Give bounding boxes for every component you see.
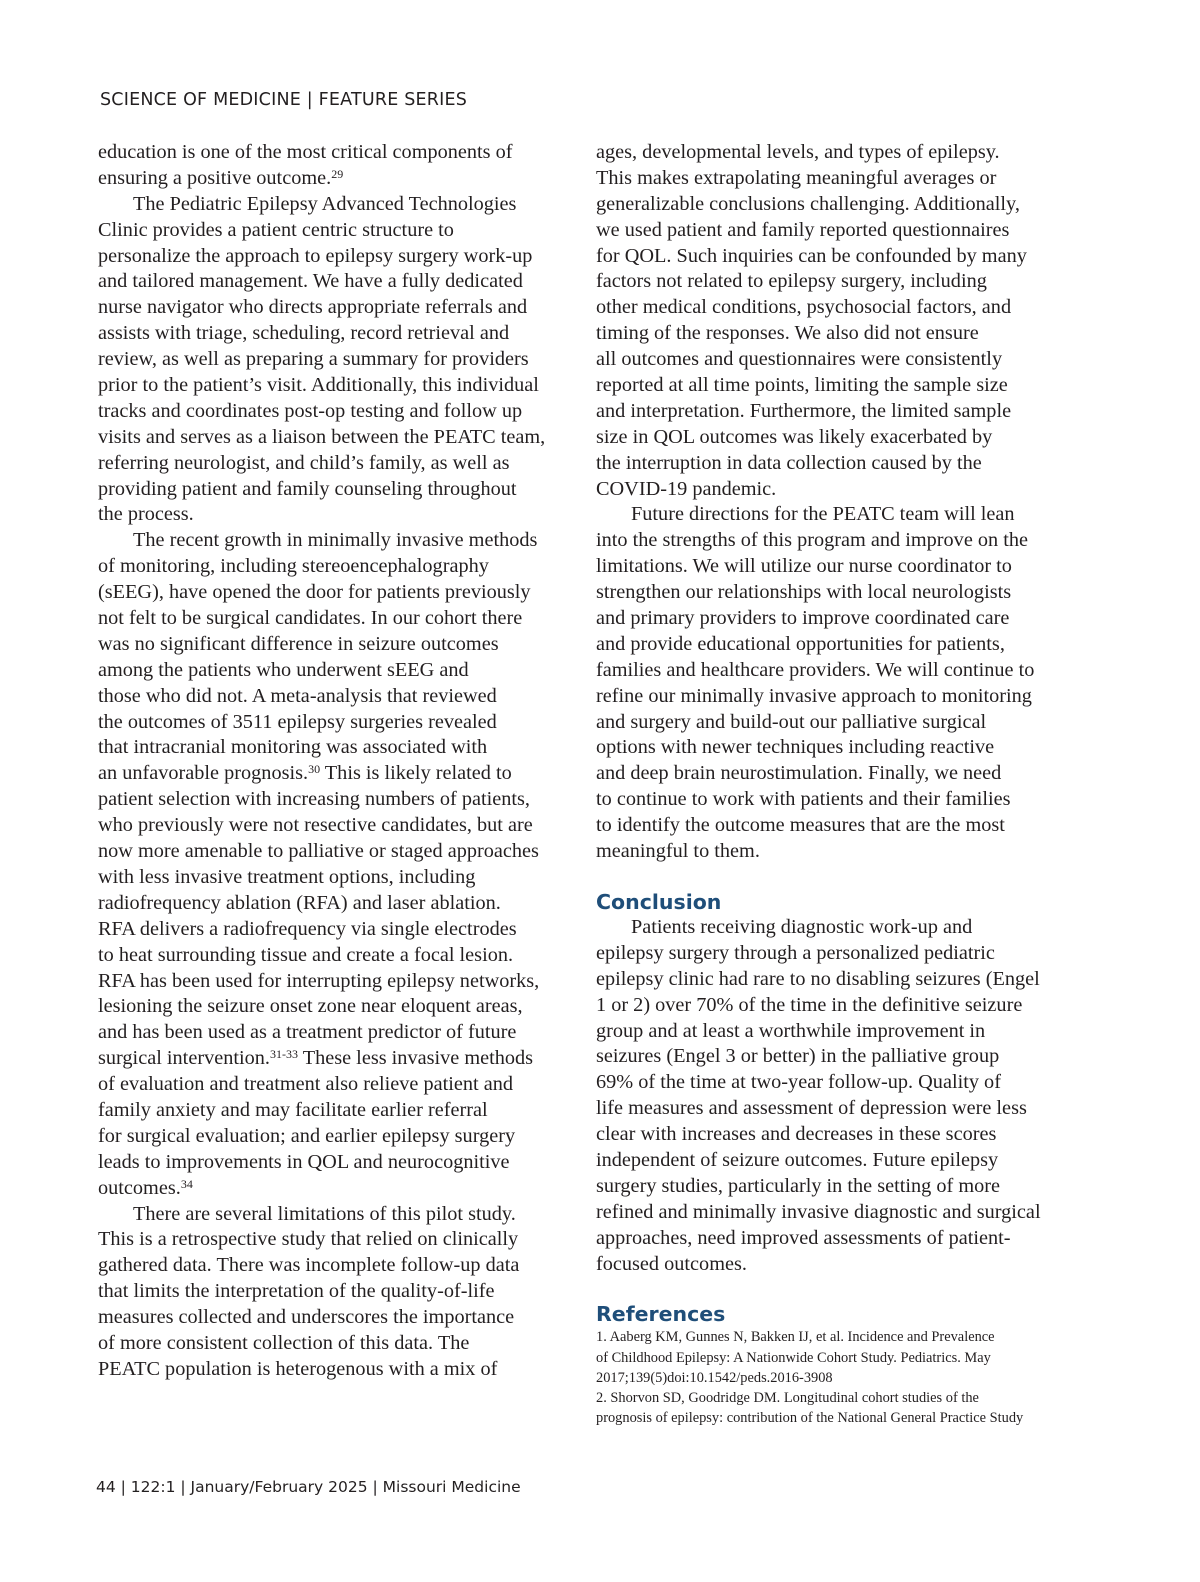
- text-line: not felt to be surgical candidates. In our cohort there: [98, 607, 523, 630]
- text-line: patient selection with increasing numbers of patients,: [98, 788, 530, 811]
- citation-ref: 30: [308, 762, 321, 777]
- text-line: ensuring a positive outcome.$^{29}$: [98, 166, 344, 189]
- text-line: COVID-19 pandemic.: [596, 477, 777, 500]
- citation-ref: 34: [180, 1176, 193, 1191]
- text-line: There are several limitations of this pilot study.: [133, 1202, 516, 1225]
- text-line: who previously were not resective candidates, but are: [98, 814, 533, 837]
- right-column: [596, 140, 1072, 1428]
- text-line: surgery studies, particularly in the setting of more: [596, 1174, 1001, 1197]
- text-line: referring neurologist, and child’s family, as well as: [98, 451, 510, 474]
- text-line: that limits the interpretation of the quality-of-life: [98, 1280, 495, 1303]
- text-line: that intracranial monitoring was associated with: [98, 736, 488, 759]
- text-line: approaches, need improved assessments of patient-: [596, 1226, 1011, 1249]
- text-line: and provide educational opportunities for patients,: [596, 632, 1005, 655]
- text-line: epilepsy surgery through a personalized pediatric: [596, 941, 995, 964]
- text-line: ages, developmental levels, and types of epilepsy.: [596, 141, 1000, 163]
- paragraph-limitations: [98, 1202, 580, 1383]
- text-line: focused outcomes.: [596, 1252, 747, 1275]
- text-line: limitations. We will utilize our nurse coordinator to: [596, 555, 1012, 578]
- reference-line: prognosis of epilepsy: contribution of the National General Practice Study: [596, 1410, 1024, 1427]
- paragraph-conclusion: [596, 915, 1072, 1277]
- text-line: lesioning the seizure onset zone near eloquent areas,: [98, 995, 523, 1018]
- citation-ref: 31-33: [269, 1047, 298, 1062]
- text-line: radiofrequency ablation (RFA) and laser ablation.: [98, 891, 501, 914]
- reference-list: [596, 1327, 1072, 1428]
- text-line: providing patient and family counseling throughout: [98, 477, 517, 500]
- text-line: Future directions for the PEATC team will lean: [631, 503, 1015, 526]
- text-line: the process.: [98, 503, 194, 526]
- text-line: epilepsy clinic had rare to no disabling seizures (Engel: [596, 967, 1040, 990]
- text-line: factors not related to epilepsy surgery, including: [596, 270, 987, 293]
- text-line: generalizable conclusions challenging. Additionally,: [596, 192, 1020, 215]
- paragraph-peatc-clinic: [98, 192, 580, 529]
- paragraph-limitations-cont: [596, 140, 1072, 502]
- text-line: options with newer techniques including reactive: [596, 736, 995, 759]
- reference-line: 2017;139(5)doi:10.1542/peds.2016-3908: [596, 1369, 833, 1386]
- text-line: PEATC population is heterogenous with a mix of: [98, 1357, 498, 1380]
- text-line: of evaluation and treatment also relieve patient and: [98, 1073, 514, 1096]
- text-line: meaningful to them.: [596, 840, 760, 863]
- text-line: outcomes.$^{34}$: [98, 1176, 193, 1199]
- text-line: the outcomes of 3511 epilepsy surgeries revealed: [98, 710, 497, 733]
- text-line: prior to the patient’s visit. Additionally, this individual: [98, 374, 539, 397]
- text-line: This makes extrapolating meaningful averages or: [596, 166, 997, 189]
- reference-line: 2. Shorvon SD, Goodridge DM. Longitudinal cohort studies of the: [596, 1389, 979, 1406]
- paragraph-future-directions: [596, 502, 1072, 864]
- text-line: assists with triage, scheduling, record retrieval and: [98, 322, 510, 345]
- text-line: strengthen our relationships with local neurologists: [596, 581, 1012, 604]
- text-line: for QOL. Such inquiries can be confounded by many: [596, 244, 1027, 267]
- reference-line: of Childhood Epilepsy: A Nationwide Cohort Study. Pediatrics. May: [596, 1349, 991, 1366]
- text-line: with less invasive treatment options, including: [98, 865, 476, 888]
- references-heading: References: [596, 1302, 726, 1327]
- text-line: other medical conditions, psychosocial factors, and: [596, 296, 1012, 319]
- text-line: to heat surrounding tissue and create a focal lesion.: [98, 943, 514, 966]
- citation-ref: 29: [331, 166, 344, 181]
- text-line: measures collected and underscores the importance: [98, 1306, 515, 1329]
- text-line: This is a retrospective study that relied on clinically: [98, 1228, 519, 1251]
- reference-line: 1. Aaberg KM, Gunnes N, Bakken IJ, et al. Incidence and Prevalence: [596, 1329, 995, 1346]
- text-line: 1 or 2) over 70% of the time in the definitive seizure: [596, 993, 1023, 1016]
- running-head: SCIENCE OF MEDICINE | FEATURE SERIES: [100, 90, 468, 110]
- page-footer: 44 | 122:1 | January/February 2025 | Missouri Medicine: [96, 1478, 521, 1496]
- text-line: family anxiety and may facilitate earlier referral: [98, 1098, 488, 1121]
- text-line: clear with increases and decreases in these scores: [596, 1123, 997, 1146]
- text-line: nurse navigator who directs appropriate referrals and: [98, 296, 528, 319]
- text-line: Clinic provides a patient centric structure to: [98, 218, 454, 241]
- text-line: of monitoring, including stereoencephalography: [98, 555, 489, 578]
- text-line: The Pediatric Epilepsy Advanced Technologies: [133, 192, 517, 215]
- text-line: was no significant difference in seizure outcomes: [98, 632, 499, 655]
- text-line: leads to improvements in QOL and neurocognitive: [98, 1150, 510, 1173]
- text-line: and has been used as a treatment predictor of future: [98, 1021, 517, 1044]
- text-line: all outcomes and questionnaires were consistently: [596, 348, 1003, 371]
- text-line: Patients receiving diagnostic work-up and: [631, 915, 973, 938]
- text-line: of more consistent collection of this data. The: [98, 1331, 470, 1354]
- text-line: RFA has been used for interrupting epilepsy networks,: [98, 969, 540, 992]
- text-line: timing of the responses. We also did not ensure: [596, 322, 979, 345]
- text-line: 69% of the time at two-year follow-up. Quality of: [596, 1071, 1001, 1094]
- text-line: and primary providers to improve coordinated care: [596, 607, 1010, 630]
- text-line: the interruption in data collection caused by the: [596, 451, 982, 474]
- conclusion-heading: Conclusion: [596, 889, 722, 914]
- text-line: and deep brain neurostimulation. Finally, we need: [596, 762, 1002, 785]
- text-line: tracks and coordinates post-op testing and follow up: [98, 399, 523, 422]
- text-line: education is one of the most critical components of: [98, 141, 513, 163]
- text-line: surgical intervention.$^{31-33}$ These less invasive methods: [98, 1047, 534, 1070]
- text-line: among the patients who underwent sEEG and: [98, 658, 469, 681]
- text-line: size in QOL outcomes was likely exacerbated by: [596, 425, 993, 448]
- text-line: families and healthcare providers. We will continue to: [596, 658, 1035, 681]
- paragraph-minimally-invasive: [98, 528, 580, 1201]
- text-line: gathered data. There was incomplete follow-up data: [98, 1254, 520, 1277]
- text-line: personalize the approach to epilepsy surgery work-up: [98, 244, 533, 267]
- text-line: to continue to work with patients and their families: [596, 788, 1011, 811]
- text-line: for surgical evaluation; and earlier epilepsy surgery: [98, 1124, 516, 1147]
- text-line: we used patient and family reported questionnaires: [596, 218, 1010, 241]
- text-line: refine our minimally invasive approach to monitoring: [596, 684, 1032, 707]
- text-line: and surgery and build-out our palliative surgical: [596, 710, 987, 733]
- text-line: review, as well as preparing a summary for providers: [98, 348, 529, 371]
- text-line: The recent growth in minimally invasive methods: [133, 529, 538, 552]
- text-line: an unfavorable prognosis.$^{30}$ This is likely related to: [98, 762, 512, 785]
- text-line: independent of seizure outcomes. Future epilepsy: [596, 1148, 999, 1171]
- text-line: life measures and assessment of depression were less: [596, 1097, 1027, 1120]
- text-line: now more amenable to palliative or staged approaches: [98, 840, 539, 863]
- text-line: and tailored management. We have a fully dedicated: [98, 270, 523, 293]
- text-line: reported at all time points, limiting the sample size: [596, 374, 1008, 397]
- text-line: to identify the outcome measures that are the most: [596, 814, 1005, 837]
- text-line: and interpretation. Furthermore, the limited sample: [596, 399, 1012, 422]
- text-line: refined and minimally invasive diagnostic and surgical: [596, 1200, 1041, 1223]
- paragraph-education: [98, 140, 580, 192]
- text-line: those who did not. A meta-analysis that reviewed: [98, 684, 497, 707]
- text-line: (sEEG), have opened the door for patients previously: [98, 581, 531, 604]
- text-line: into the strengths of this program and improve on the: [596, 529, 1029, 552]
- text-line: group and at least a worthwhile improvement in: [596, 1019, 986, 1042]
- text-line: RFA delivers a radiofrequency via single electrodes: [98, 917, 517, 940]
- left-column: [98, 140, 580, 1383]
- text-line: seizures (Engel 3 or better) in the palliative group: [596, 1045, 1000, 1068]
- text-line: visits and serves as a liaison between the PEATC team,: [98, 425, 546, 448]
